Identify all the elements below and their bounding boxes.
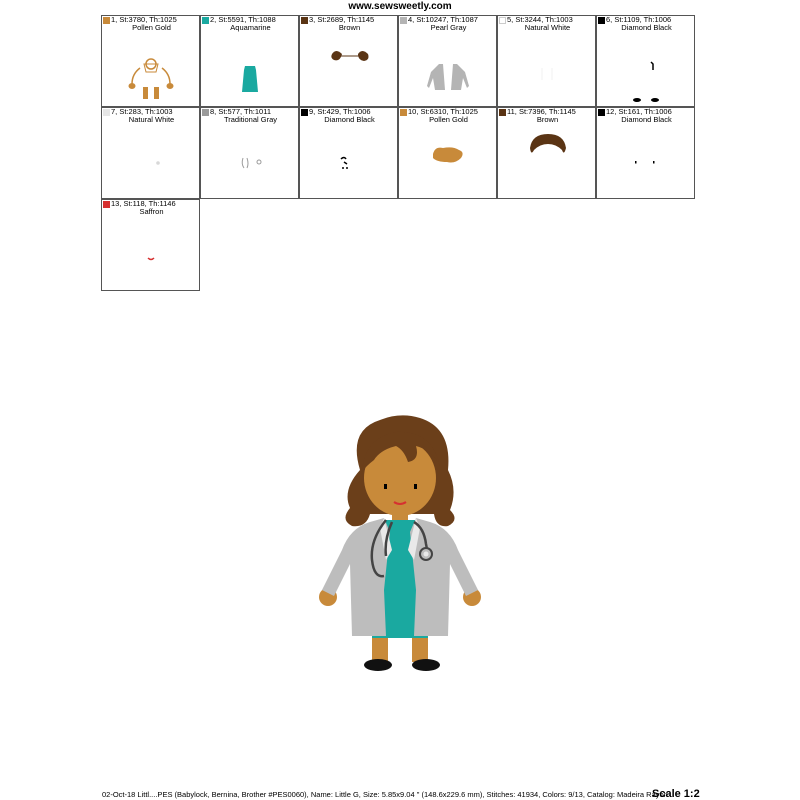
color-caption: 10, St:6310, Th:1025 <box>408 107 478 116</box>
stitch-thumbnail-hair-base <box>300 34 399 106</box>
stitch-thumbnail-skin <box>102 34 201 106</box>
stitch-thumbnail-shoes <box>597 34 696 106</box>
color-swatch <box>499 17 506 24</box>
color-cell-11 <box>497 107 596 199</box>
color-name: Diamond Black <box>324 115 375 124</box>
stitch-thumbnail-face <box>399 126 498 198</box>
color-caption: 11, St:7396, Th:1145 <box>507 107 576 116</box>
color-caption: 8, St:577, Th:1011 <box>210 107 272 116</box>
stitch-thumbnail-stethoscope-highlight <box>102 126 201 198</box>
stitch-thumbnail-coat-highlight <box>498 34 597 106</box>
color-cell-5 <box>497 15 596 107</box>
color-name: Saffron <box>139 207 164 216</box>
color-cell-1 <box>101 15 200 107</box>
coat-right <box>410 518 478 636</box>
color-swatch <box>202 17 209 24</box>
color-swatch <box>202 109 209 116</box>
color-name: Diamond Black <box>621 23 672 32</box>
color-name: Natural White <box>128 115 175 124</box>
color-caption: 6, St:1109, Th:1006 <box>606 15 672 24</box>
color-cell-2 <box>200 15 299 107</box>
color-cell-3 <box>299 15 398 107</box>
color-swatch <box>400 17 407 24</box>
color-swatch <box>598 17 605 24</box>
color-swatch <box>103 201 110 208</box>
right-eye <box>414 484 417 489</box>
color-cell-13 <box>101 199 200 291</box>
color-swatch <box>400 109 407 116</box>
right-shoe <box>412 659 440 671</box>
color-name: Natural White <box>524 23 571 32</box>
color-caption: 5, St:3244, Th:1003 <box>507 15 573 24</box>
color-cell-12 <box>596 107 695 199</box>
color-caption: 4, St:10247, Th:1087 <box>408 15 478 24</box>
color-swatch <box>301 109 308 116</box>
color-cell-6 <box>596 15 695 107</box>
stitch-thumbnail-mouth <box>102 218 201 290</box>
color-swatch <box>598 109 605 116</box>
color-cell-10 <box>398 107 497 199</box>
color-swatch <box>499 109 506 116</box>
color-caption: 3, St:2689, Th:1145 <box>309 15 375 24</box>
color-caption: 13, St:118, Th:1146 <box>111 199 176 208</box>
stitch-thumbnail-eyes <box>300 126 399 198</box>
color-name: Pearl Gray <box>430 23 467 32</box>
color-name: Aquamarine <box>230 23 271 32</box>
scale-label: Scale 1:2 <box>652 788 700 800</box>
color-name: Pollen Gold <box>132 23 171 32</box>
color-cell-7 <box>101 107 200 199</box>
site-url: www.sewsweetly.com <box>348 1 452 12</box>
color-name: Diamond Black <box>621 115 672 124</box>
color-name: Pollen Gold <box>429 115 468 124</box>
color-swatch <box>301 17 308 24</box>
color-caption: 2, St:5591, Th:1088 <box>210 15 276 24</box>
design-info-footer: 02-Oct-18 Littl....PES (Babylock, Bernina, Brother #PES0060), Name: Little G, Size: 5.85x9.04 " (148.6x229.6 mm), Stitches: 41934, Colors: 9/13, Catalog: Madeira Rayon <box>102 790 668 799</box>
color-cell-4 <box>398 15 497 107</box>
stitch-thumbnail-dress <box>201 34 300 106</box>
color-caption: 9, St:429, Th:1006 <box>309 107 371 116</box>
left-shoe <box>364 659 392 671</box>
color-swatch <box>103 17 110 24</box>
color-name: Brown <box>338 23 361 32</box>
stitch-thumbnail-hair <box>498 126 597 198</box>
color-swatch <box>103 109 110 116</box>
color-caption: 12, St:161, Th:1006 <box>606 107 672 116</box>
left-eye <box>384 484 387 489</box>
color-caption: 7, St:283, Th:1003 <box>111 107 173 116</box>
embroidery-design-preview <box>300 410 500 680</box>
stitch-thumbnail-pupils <box>597 126 696 198</box>
stitch-thumbnail-coat <box>399 34 498 106</box>
color-cell-9 <box>299 107 398 199</box>
color-caption: 1, St:3780, Th:1025 <box>111 15 177 24</box>
color-name: Brown <box>536 115 559 124</box>
color-name: Traditional Gray <box>223 115 278 124</box>
stitch-thumbnail-stethoscope <box>201 126 300 198</box>
color-cell-8 <box>200 107 299 199</box>
